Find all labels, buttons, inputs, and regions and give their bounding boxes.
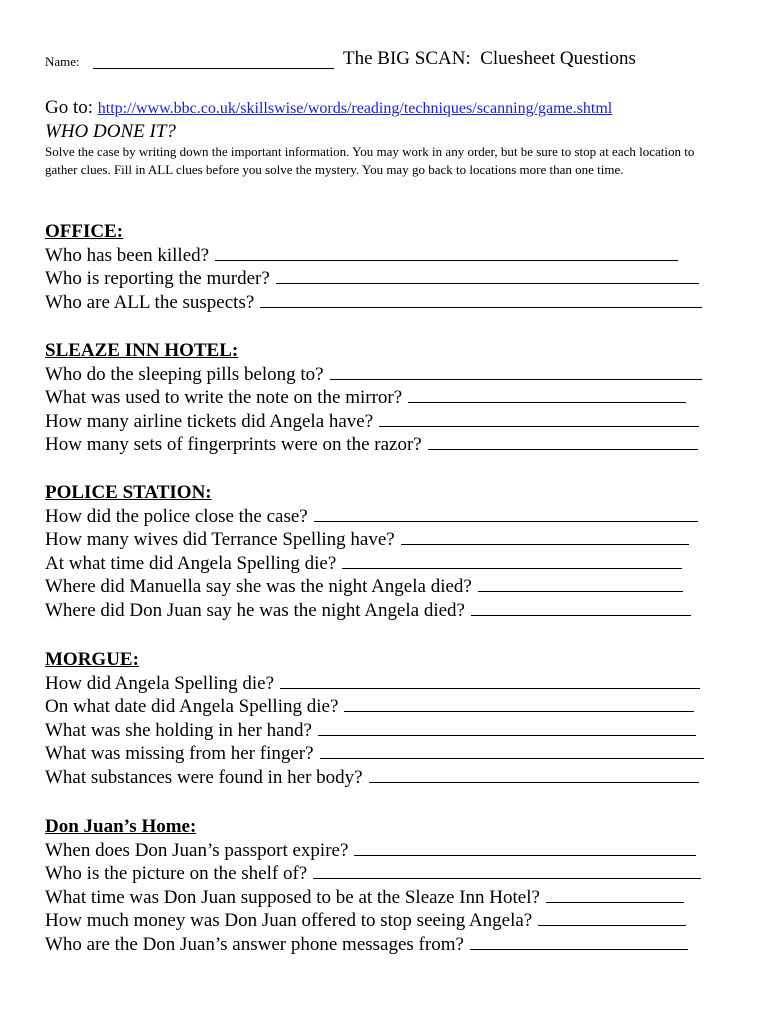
question-text: How many airline tickets did Angela have? [45, 410, 374, 432]
goto-line [45, 97, 612, 119]
question-row [45, 839, 725, 863]
question-text: Where did Don Juan say he was the night Angela died? [45, 599, 465, 621]
game-link[interactable]: http://www.bbc.co.uk/skillswise/words/reading/techniques/scanning/game.shtml [97, 100, 613, 117]
answer-blank-line[interactable] [471, 600, 691, 616]
answer-blank-line[interactable] [330, 364, 702, 380]
answer-blank-line[interactable] [215, 245, 678, 261]
question-text: How did the police close the case? [45, 505, 308, 527]
answer-blank-line[interactable] [276, 268, 699, 284]
section-title: Don Juan’s Home: [45, 816, 197, 837]
question-text: Who has been killed? [45, 244, 210, 266]
answer-blank-line[interactable] [314, 506, 698, 522]
question-row [45, 575, 725, 599]
question-row [45, 386, 725, 410]
question-text: What was she holding in her hand? [45, 719, 312, 741]
question-row [45, 862, 725, 886]
question-text: At what time did Angela Spelling die? [45, 552, 337, 574]
question-row [45, 766, 725, 790]
header [45, 48, 725, 74]
question-row [45, 267, 725, 291]
answer-blank-line[interactable] [342, 553, 682, 569]
answer-blank-line[interactable] [320, 743, 704, 759]
question-text: Who are ALL the suspects? [45, 291, 255, 313]
answer-blank-line[interactable] [470, 934, 688, 950]
question-text: What was used to write the note on the mirror? [45, 387, 403, 409]
answer-blank-line[interactable] [538, 910, 686, 926]
section-sleaze-inn-hotel [45, 339, 725, 457]
question-text: On what date did Angela Spelling die? [45, 696, 339, 718]
answer-blank-line[interactable] [260, 292, 702, 308]
name-label: Name: [45, 54, 80, 69]
question-row [45, 742, 725, 766]
answer-blank-line[interactable] [401, 529, 689, 545]
question-text: What substances were found in her body? [45, 766, 363, 788]
question-row [45, 599, 725, 623]
question-row [45, 505, 725, 529]
question-text: Who do the sleeping pills belong to? [45, 363, 324, 385]
section-title: MORGUE: [45, 649, 139, 670]
question-row [45, 244, 725, 268]
question-text: How did Angela Spelling die? [45, 672, 275, 694]
answer-blank-line[interactable] [408, 387, 686, 403]
answer-blank-line[interactable] [379, 411, 699, 427]
section-title: OFFICE: [45, 221, 124, 242]
question-text: Who is the picture on the shelf of? [45, 863, 308, 885]
question-text: Who is reporting the murder? [45, 268, 270, 290]
answer-blank-line[interactable] [318, 720, 696, 736]
answer-blank-line[interactable] [478, 576, 683, 592]
question-text: What time was Don Juan supposed to be at the Sleaze Inn Hotel? [45, 886, 540, 908]
question-text: How many sets of fingerprints were on the razor? [45, 434, 422, 456]
question-row [45, 719, 725, 743]
question-row [45, 933, 725, 957]
section-don-juans-home [45, 815, 725, 957]
question-row [45, 886, 725, 910]
question-row [45, 672, 725, 696]
question-text: How many wives did Terrance Spelling have? [45, 529, 395, 551]
question-text: Where did Manuella say she was the night Angela died? [45, 576, 472, 598]
question-text: What was missing from her finger? [45, 743, 314, 765]
answer-blank-line[interactable] [344, 696, 694, 712]
question-row [45, 695, 725, 719]
section-title: POLICE STATION: [45, 482, 212, 503]
question-row [45, 363, 725, 387]
name-blank-line[interactable] [93, 68, 334, 69]
answer-blank-line[interactable] [428, 434, 698, 450]
subtitle: WHO DONE IT? [45, 121, 176, 142]
question-row [45, 433, 725, 457]
answer-blank-line[interactable] [313, 863, 701, 879]
section-office [45, 220, 725, 314]
section-police-station [45, 481, 725, 623]
section-morgue [45, 648, 725, 790]
question-row [45, 291, 725, 315]
answer-blank-line[interactable] [280, 673, 700, 689]
section-title: SLEAZE INN HOTEL: [45, 340, 239, 361]
question-text: When does Don Juan’s passport expire? [45, 839, 349, 861]
question-text: How much money was Don Juan offered to stop seeing Angela? [45, 910, 533, 932]
question-row [45, 528, 725, 552]
question-row [45, 552, 725, 576]
answer-blank-line[interactable] [369, 767, 699, 783]
instructions: Solve the case by writing down the important information. You may work in any order, but be sure to stop at each location to gather clues. Fill in ALL clues before you solve the mystery. You may go back to locations more than one time. [45, 144, 695, 178]
answer-blank-line[interactable] [354, 840, 696, 856]
question-text: Who are the Don Juan’s answer phone messages from? [45, 933, 464, 955]
goto-label: Go to: [45, 97, 94, 118]
answer-blank-line[interactable] [546, 887, 684, 903]
question-row [45, 410, 725, 434]
question-row [45, 909, 725, 933]
document-title: The BIG SCAN: Cluesheet Questions [343, 48, 636, 69]
